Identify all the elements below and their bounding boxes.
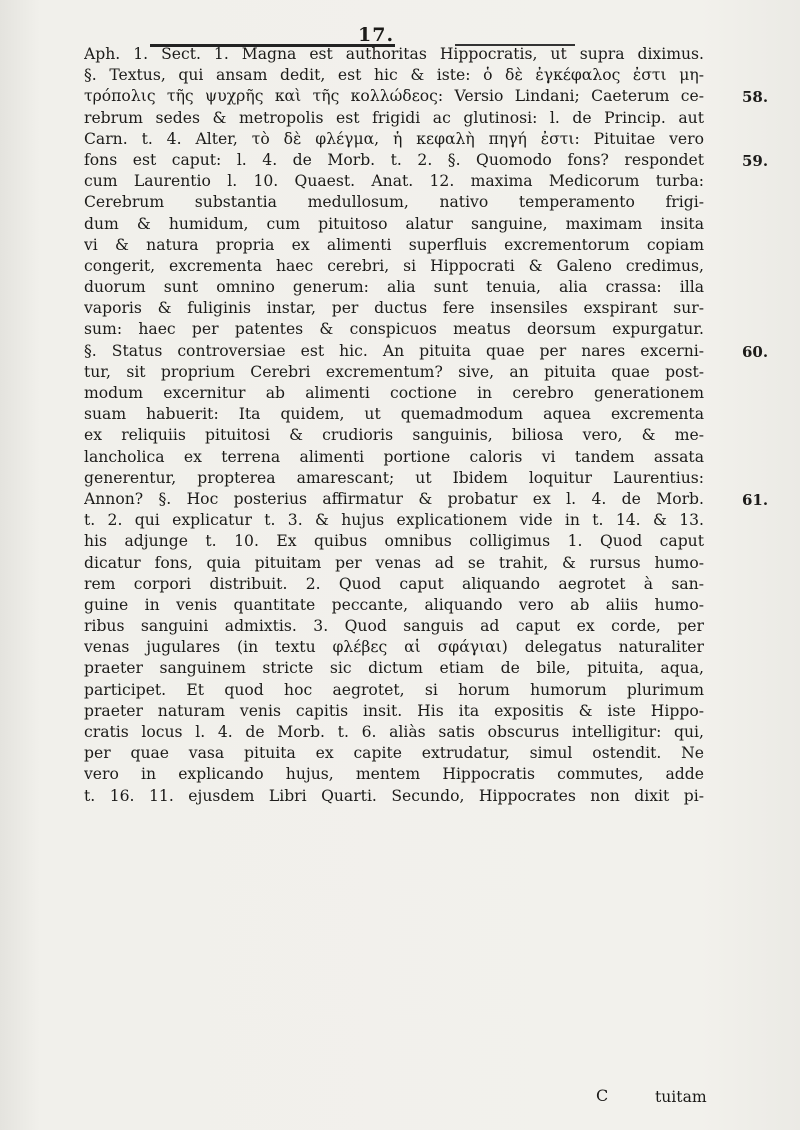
margin-number: 59. bbox=[742, 152, 769, 170]
body-text bbox=[84, 44, 704, 807]
text-line: τρόπολις τῆς ψυχρῆς καὶ τῆς κολλώδεος: Versio Lindani; Caeterum ce- bbox=[84, 87, 704, 106]
text-line: generentur, propterea amarescant; ut Ibidem loquitur Laurentius: bbox=[84, 468, 704, 487]
text-line: vi & natura propria ex alimenti superfluis excrementorum copiam bbox=[84, 235, 704, 254]
text-line: praeter sanguinem stricte sic dictum etiam de bile, pituita, aqua, bbox=[84, 659, 704, 678]
text-line: sum: haec per patentes & conspicuos meatus deorsum expurgatur. bbox=[84, 320, 704, 339]
text-line: his adjunge t. 10. Ex quibus omnibus colligimus 1. Quod caput bbox=[84, 532, 704, 551]
text-line: vaporis & fuliginis instar, per ductus fere insensiles exspirant sur- bbox=[84, 299, 704, 318]
text-line: praeter naturam venis capitis insit. His ita expositis & iste Hippo- bbox=[84, 701, 704, 720]
text-line: dicatur fons, quia pituitam per venas ad se trahit, & rursus humo- bbox=[84, 553, 704, 572]
text-line: duorum sunt omnino generum: alia sunt tenuia, alia crassa: illa bbox=[84, 278, 704, 297]
text-line: fons est caput: l. 4. de Morb. t. 2. §. Quomodo fons? respondet bbox=[84, 150, 704, 169]
text-line: per quae vasa pituita ex capite extrudatur, simul ostendit. Ne bbox=[84, 744, 704, 763]
signature-mark: C bbox=[596, 1086, 611, 1105]
text-line: congerit, excrementa haec cerebri, si Hippocrati & Galeno credimus, bbox=[84, 256, 704, 275]
text-line: rebrum sedes & metropolis est frigidi ac glutinosi: l. de Princip. aut bbox=[84, 108, 704, 127]
text-line: rem corpori distribuit. 2. Quod caput aliquando aegrotet à san- bbox=[84, 574, 704, 593]
text-line: Cerebrum substantia medullosum, nativo temperamento frigi- bbox=[84, 193, 704, 212]
text-line: Aph. 1. Sect. 1. Magna est authoritas Hippocratis, ut supra diximus. bbox=[84, 45, 704, 63]
text-line: cratis locus l. 4. de Morb. t. 6. aliàs satis obscurus intelligitur: qui, bbox=[84, 723, 704, 741]
margin-number: 61. bbox=[742, 491, 769, 510]
text-line: vero in explicando hujus, mentem Hippocratis commutes, adde bbox=[84, 765, 704, 784]
text-line: venas jugulares (in textu φλέβες αἱ σφάγιαι) delegatus naturaliter bbox=[84, 638, 704, 657]
page-number: 17. bbox=[358, 24, 395, 46]
text-line: lancholica ex terrena alimenti portione caloris vi tandem assata bbox=[84, 447, 704, 466]
margin-number: 58. bbox=[742, 88, 769, 107]
text-line: ex reliquiis pituitosi & crudioris sanguinis, biliosa vero, & me- bbox=[84, 426, 704, 445]
text-line: §. Textus, qui ansam dedit, est hic & iste: ὁ δὲ ἐγκέφαλος ἐστι μη- bbox=[84, 66, 704, 85]
text-line: participet. Et quod hoc aegrotet, si horum humorum plurimum bbox=[84, 680, 704, 699]
text-line: modum excernitur ab alimenti coctione in cerebro generationem bbox=[84, 384, 704, 402]
margin-number: 60. bbox=[742, 342, 769, 361]
text-line: t. 16. 11. ejusdem Libri Quarti. Secundo, Hippocrates non dixit pi- bbox=[84, 786, 704, 805]
text-line: suam habuerit: Ita quidem, ut quemadmodum aquea excrementa bbox=[84, 405, 704, 424]
text-line: dum & humidum, cum pituitoso alatur sanguine, maximam insita bbox=[84, 214, 704, 233]
text-line: guine in venis quantitate peccante, aliquando vero ab aliis humo- bbox=[84, 595, 704, 614]
text-line: Carn. t. 4. Alter, τὸ δὲ φλέγμα, ἡ κεφαλὴ πηγή ἐστι: Pituitae vero bbox=[84, 129, 704, 148]
text-line: ribus sanguini admixtis. 3. Quod sanguis ad caput ex corde, per bbox=[84, 617, 704, 636]
text-line: cum Laurentio l. 10. Quaest. Anat. 12. maxima Medicorum turba: bbox=[84, 172, 704, 191]
page-header bbox=[0, 10, 800, 46]
catchword: tuitam bbox=[655, 1088, 707, 1106]
text-line: Annon? §. Hoc posterius affirmatur & probatur ex l. 4. de Morb. bbox=[84, 489, 704, 508]
text-line: §. Status controversiae est hic. An pituita quae per nares excerni- bbox=[84, 341, 704, 360]
text-line: t. 2. qui explicatur t. 3. & hujus explicationem vide in t. 14. & 13. bbox=[84, 511, 704, 530]
text-line: tur, sit proprium Cerebri excrementum? sive, an pituita quae post- bbox=[84, 362, 704, 381]
